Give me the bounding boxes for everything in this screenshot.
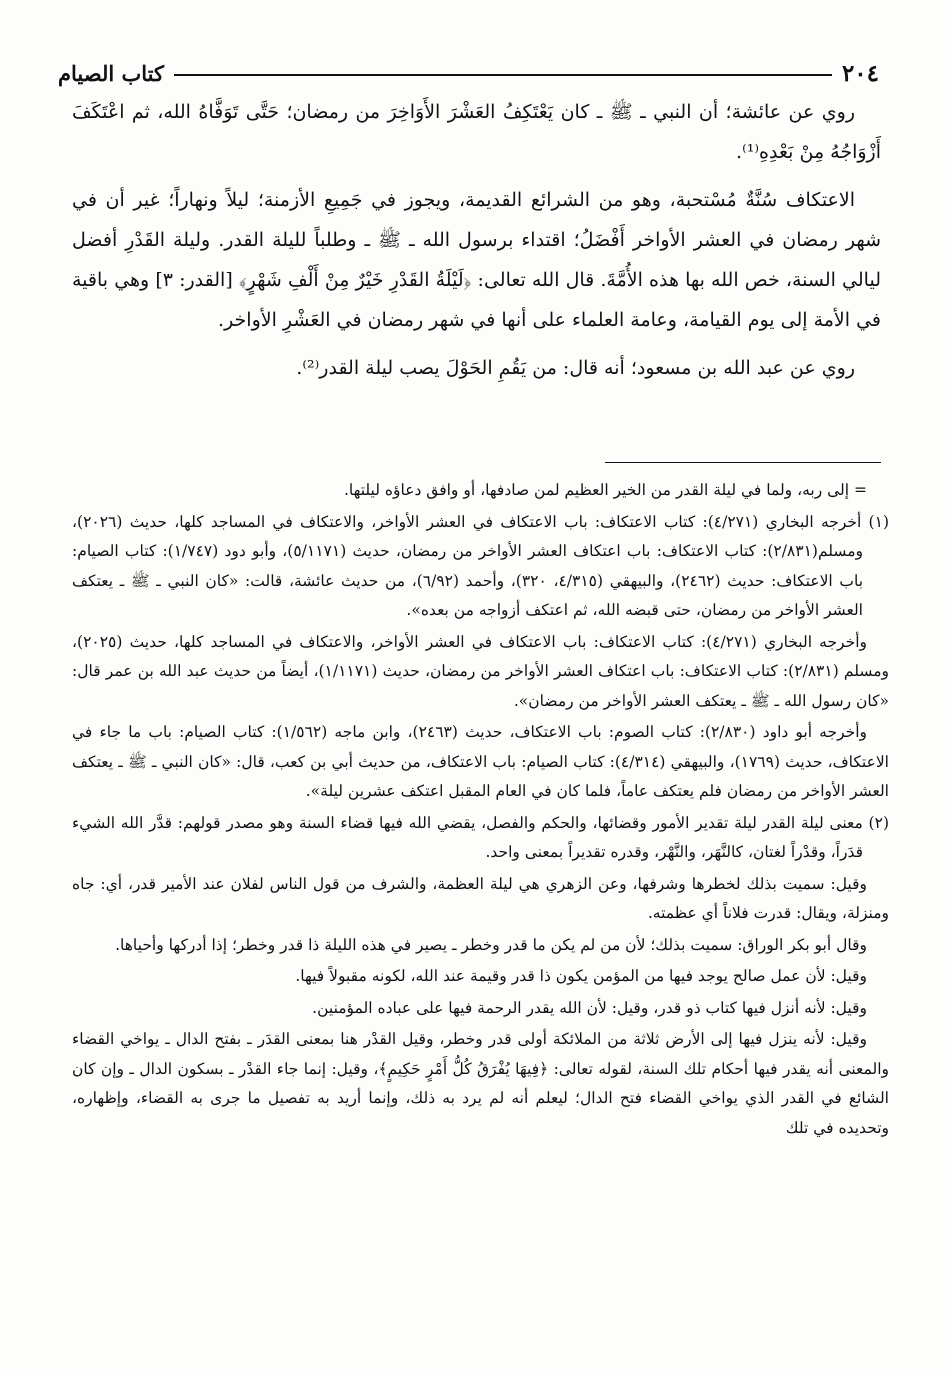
- footnote-paragraph: وأخرجه أبو داود (٢/٨٣٠): كتاب الصوم: باب الاعتكاف، حديث (٢٤٦٣)، وابن ماجه (١/٥٦٢): كتاب الصيام: باب ما جاء في الاعتكاف، حديث (١٧٦٩)، والبيهقي (٤/٣١٤): كتاب الصيام: باب الاعتكاف، من حديث أبي بن كعب، قال: «كان النبي ـ ﷺ ـ يعتكف العشر الأواخر من رمضان فلم يعتكف عاماً، فلما كان في العام المقبل اعتكف عشرين ليلة».: [72, 723, 889, 800]
- main-text: [72, 92, 881, 396]
- footnote-1: (١) أخرجه البخاري (٤/٢٧١): كتاب الاعتكاف: باب الاعتكاف في العشر الأواخر، والاعتكاف في المساجد كلها، حديث (٢٠٢٦)، ومسلم(٢/٨٣١): كتاب الاعتكاف: باب اعتكاف العشر الأواخر من رمضان، حديث (٥/١١٧١)، وأبو دود (١/٧٤٧): كتاب الصيام: باب الاعتكاف: حديث (٢٤٦٢)، والبيهقي (٤/٣١٥، ٣٢٠)، وأحمد (٦/٩٢)، من حديث عائشة، قالت: «كان النبي ـ ﷺ ـ يعتكف العشر الأواخر من رمضان، حتى قبضه الله، ثم اعتكف أزواجه من بعده».: [72, 512, 889, 619]
- header-rule: [174, 74, 832, 76]
- paragraph-hadith-aisha: روي عن عائشة؛ أن النبي ـ ﷺ ـ كان يَعْتَكِفُ العَشْرَ الأَوَاخِرَ من رمضان؛ حَتَّى تَوَفَّاهُ الله، ثم اعْتَكَفَ أَزْوَاجُهُ مِنْ بَعْدِهِ⁽¹⁾.: [72, 101, 881, 163]
- footnote-paragraph: وقيل: سميت بذلك لخطرها وشرفها، وعن الزهري هي ليلة العظمة، والشرف من قول الناس لفلان عند الأمير قدر، أي: جاه ومنزلة، ويقال: قدرت فلاناً أي عظمته.: [72, 874, 889, 922]
- footnote-paragraph: وقيل: لأن عمل صالح يوجد فيها من المؤمن يكون ذا قدر وقيمة عند الله، لكونه مقبولاً فيها.: [295, 967, 867, 985]
- footnote-continuation: = إلى ربه، ولما في ليلة القدر من الخير العظيم لمن صادفها، أو وافق دعاؤه ليلتها.: [343, 481, 867, 499]
- footnote-2: (٢) معنى ليلة القدر ليلة تقدير الأمور وقضائها، والحكم والفصل، يقضي الله فيها قضاء السنة وهو مصدر قولهم: قدَّر الله الشيء قدَراً، وقدْراً لغتان، كالنَّهَر، والنَّهْر، وقدره تقديراً بمعنى واحد.: [72, 813, 889, 861]
- paragraph-hadith-ibn-masud: روي عن عبد الله بن مسعود؛ أنه قال: من يَقُمِ الحَوْلَ يصب ليلة القدر⁽²⁾.: [296, 357, 855, 379]
- footnote-separator: [605, 462, 881, 463]
- paragraph-itikaf: الاعتكاف سُنَّةٌ مُسْتحبة، وهو من الشرائع القديمة، ويجوز في جَمِيعِ الأزمنة؛ ليلاً ونهاراً؛ غير أن في شهر رمضان في العشر الأواخر أَفْضَلُ؛ اقتداء برسول الله ـ ﷺ ـ وطلباً لليلة القدر. وليلة القَدْرِ أفضل ليالي السنة، خص الله بها هذه الأُمَّةَ. قال الله تعالى: ﴿لَيْلَةُ القَدْرِ خَيْرٌ مِنْ أَلْفِ شَهْرٍ﴾ [القدر: ٣] وهي باقية في الأمة إلى يوم القيامة، وعامة العلماء على أنها في شهر رمضان في العَشْرِ الأواخر.: [72, 189, 881, 331]
- book-title: كتاب الصيام: [58, 60, 164, 86]
- footnote-paragraph: وقيل: لأنه ينزل فيها إلى الأرض ثلاثة من الملائكة أولى قدر وخطر، وقيل القدْر هنا بمعنى القدَر ـ بفتح الدال ـ يواخي القضاء والمعنى أنه يقدر فيها أحكام تلك السنة، لقوله تعالى: ﴿فِيهَا يُفْرَقُ كُلُّ أَمْرٍ حَكِيمٍ﴾، وقيل: إنما جاء القدْر ـ بسكون الدال ـ وإن كان الشائع في القدر الذي يواخي القضاء فتح الدال؛ ليعلم أنه لم يرد به ذلك، وإنما أريد به تفصيل ما جرى به القضاء، وإظهاره، وتحديده في تلك: [72, 1030, 889, 1137]
- footnote-paragraph: وأخرجه البخاري (٤/٢٧١): كتاب الاعتكاف: باب الاعتكاف في العشر الأواخر، والاعتكاف في المساجد كلها، حديث (٢٠٢٥)، ومسلم (٢/٨٣١): كتاب الاعتكاف: باب اعتكاف العشر الأواخر من رمضان، حديث (١/١١٧١)، أيضاً من حديث عبد الله بن عمر قال: «كان رسول الله ـ ﷺ ـ يعتكف العشر الأواخر من رمضان».: [72, 632, 889, 710]
- footnotes: [72, 476, 889, 1145]
- footnote-paragraph: وقيل: لأنه أنزل فيها كتاب ذو قدر، وقيل: لأن الله يقدر الرحمة فيها على عباده المؤمنين.: [312, 998, 867, 1017]
- page-header: [58, 56, 879, 90]
- footnote-paragraph: وقال أبو بكر الوراق: سميت بذلك؛ لأن من لم يكن ما قدر وخطر ـ يصير في هذه الليلة ذا قدر وخطر؛ إذا أدركها وأحياها.: [115, 935, 867, 954]
- page-number: ٢٠٤: [841, 59, 879, 87]
